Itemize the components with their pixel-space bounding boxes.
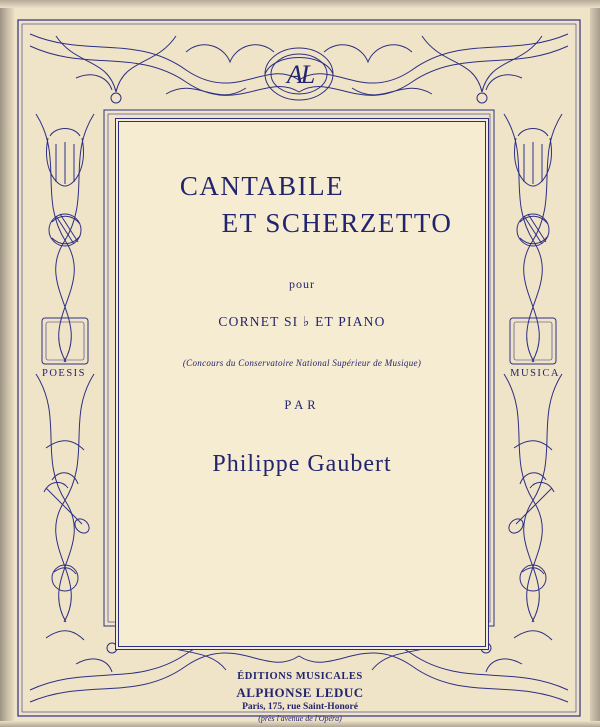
publisher-imprint: [0, 670, 600, 725]
composer-name: Philippe Gaubert: [212, 451, 392, 477]
work-title-line-2: ET SCHERZETTO: [221, 208, 453, 238]
title-panel: [115, 118, 489, 650]
contest-note: (Concours du Conservatoire National Supérieur de Musique): [182, 358, 422, 368]
paper-edge-top: [0, 0, 600, 8]
paper-edge-right: [590, 0, 600, 727]
publisher-line-2: ALPHONSE LEDUC: [236, 684, 364, 700]
publisher-address-note: (près l'avenue de l'Opéra): [258, 714, 342, 724]
publisher-monogram: AL: [286, 60, 314, 89]
paper-edge-left: [0, 0, 14, 727]
side-label-poesis: POESIS: [42, 368, 87, 379]
side-label-musica: MUSICA: [510, 368, 560, 379]
pour-label: pour: [289, 277, 315, 291]
instrumentation-label: CORNET SI ♭ ET PIANO: [218, 314, 386, 329]
title-block: [116, 171, 488, 478]
work-title-line-1: CANTABILE: [179, 171, 345, 201]
publisher-line-1: ÉDITIONS MUSICALES: [237, 670, 363, 682]
by-label: PAR: [284, 398, 320, 412]
publisher-address: Paris, 175, rue Saint-Honoré: [242, 702, 358, 713]
